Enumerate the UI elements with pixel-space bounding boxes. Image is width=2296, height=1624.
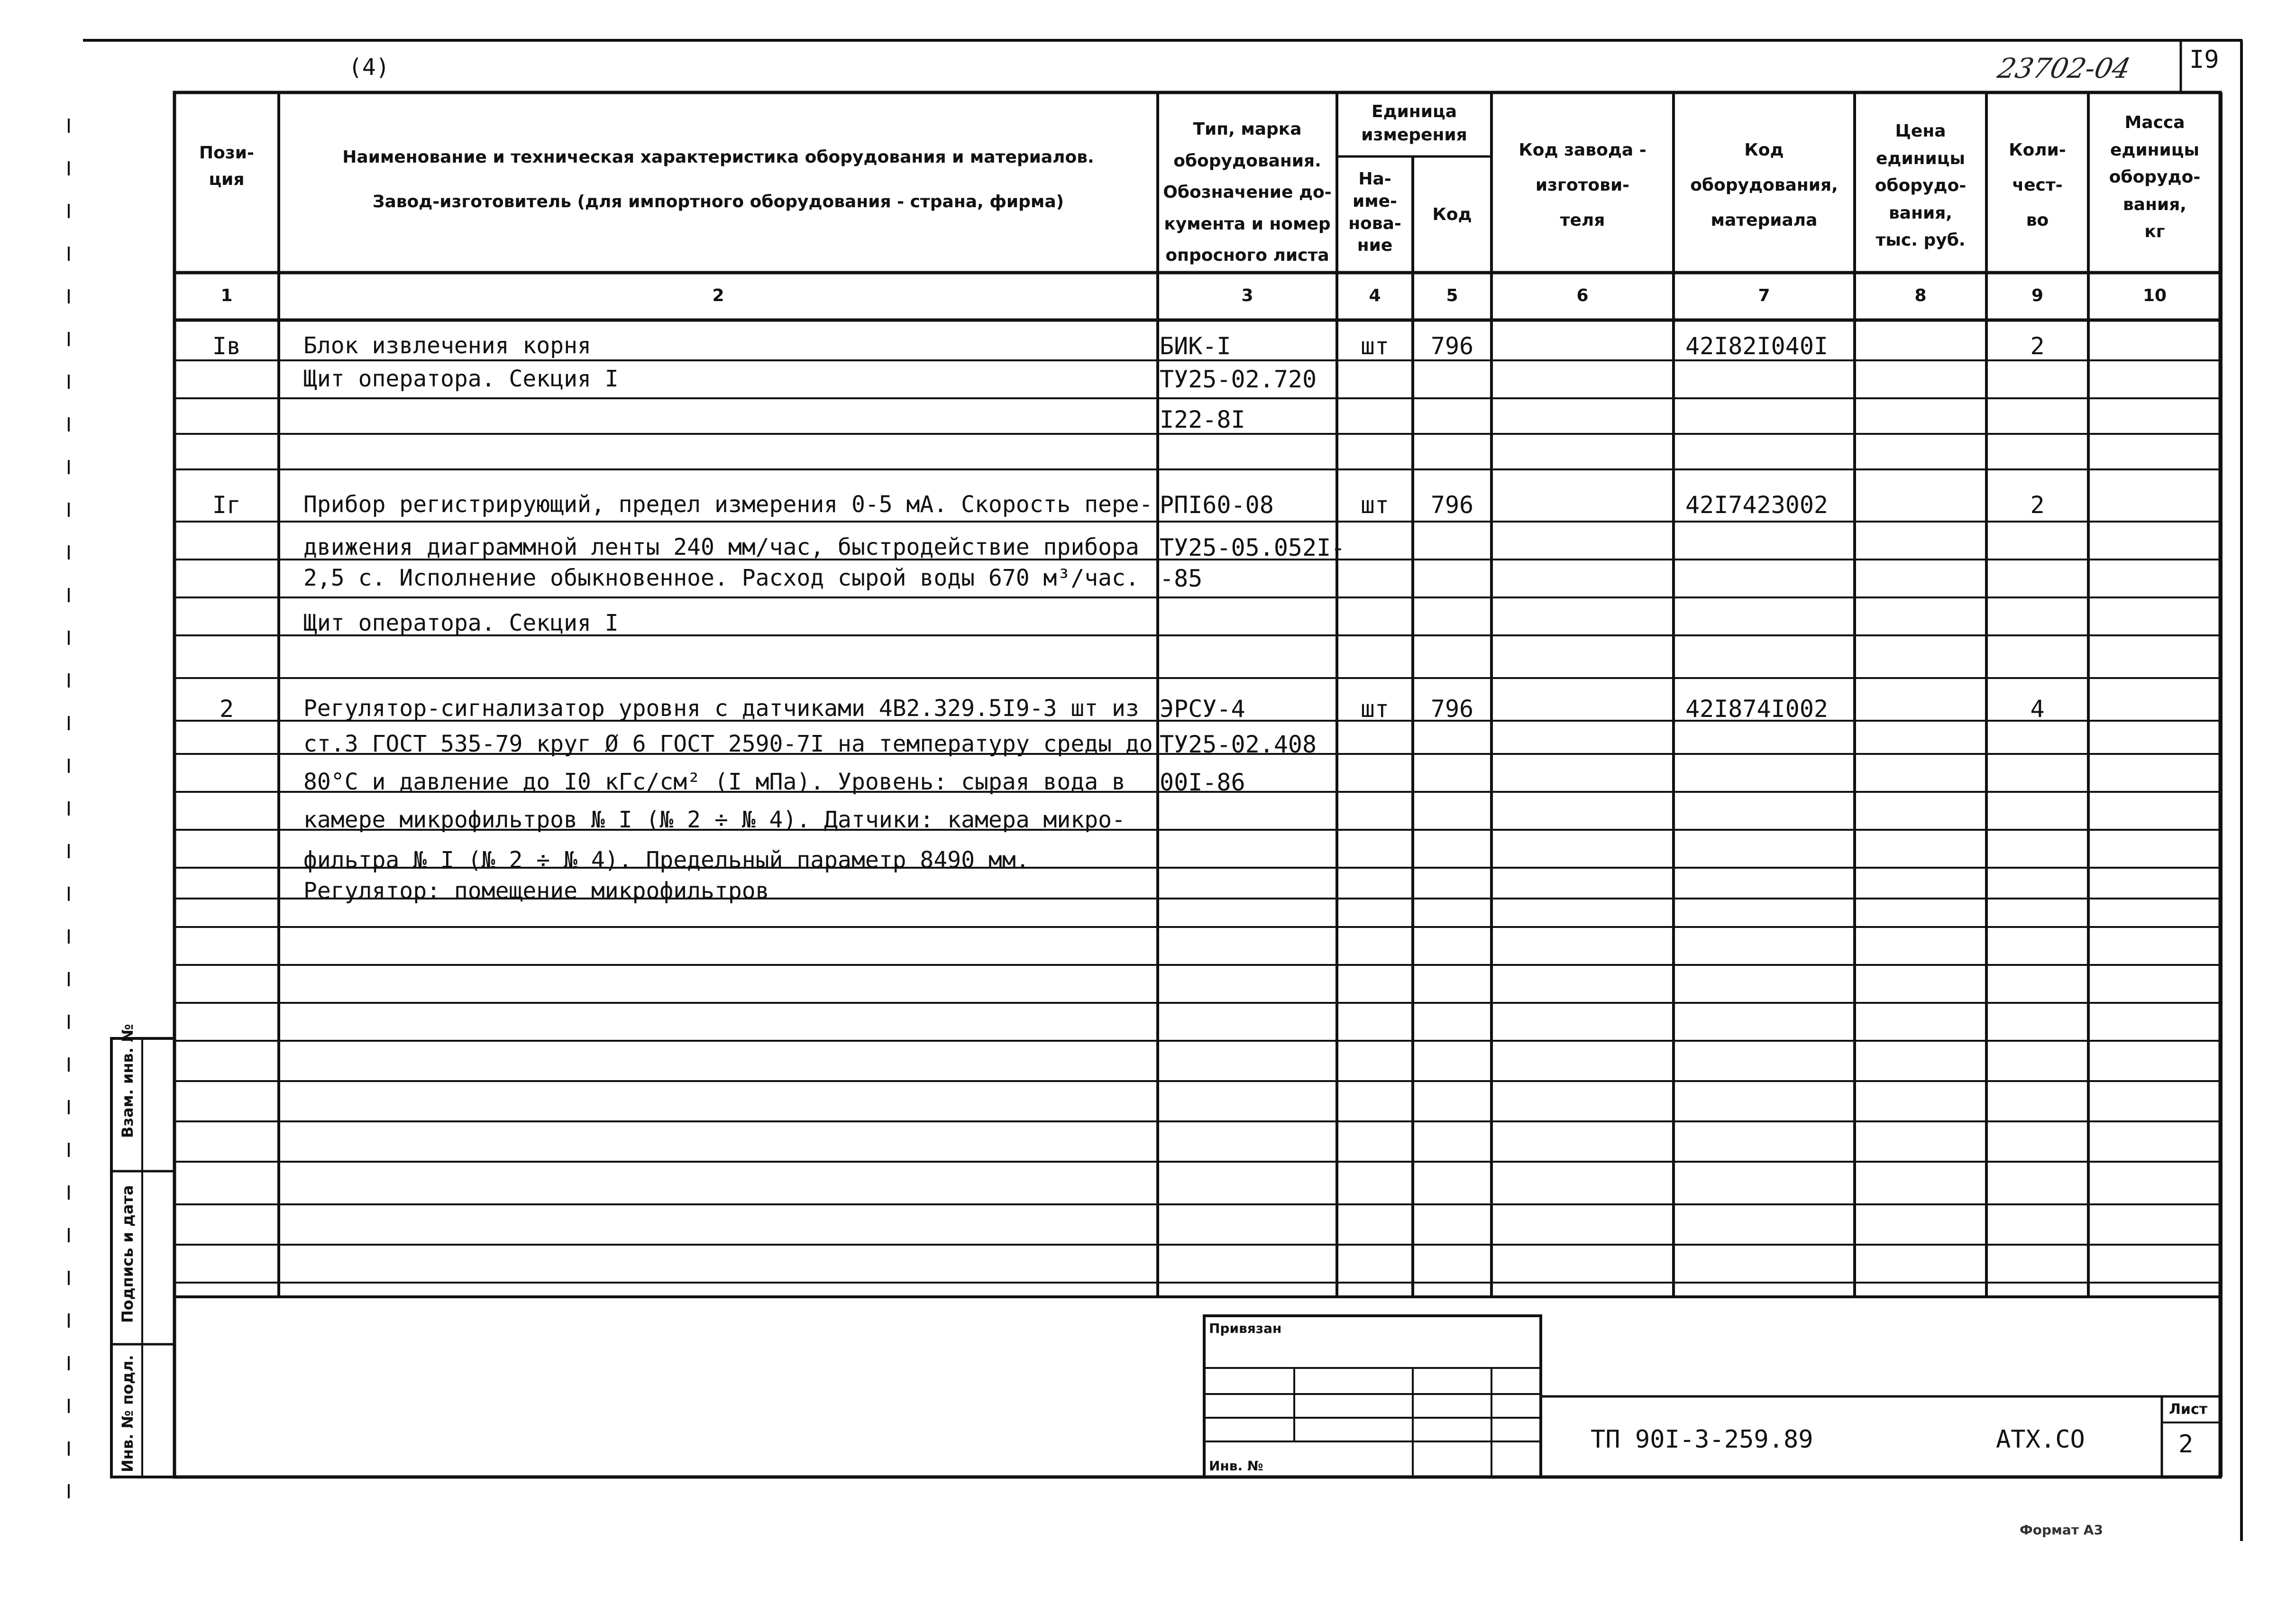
col-num-3: 3 xyxy=(1241,286,1253,305)
cell-name: движения диаграммной ленты 240 мм/час, быстродействие прибора xyxy=(303,534,1139,560)
header-unit-name: На- име- нова- ние xyxy=(1348,169,1401,256)
cell-qty: 2 xyxy=(2030,491,2045,519)
cell-equip-code: 42I874I002 xyxy=(1685,695,1829,723)
cell-type: -85 xyxy=(1160,565,1203,592)
sheet-label-list: Лист xyxy=(2169,1401,2208,1418)
paper-format: Формат А3 xyxy=(2020,1522,2103,1538)
col-num-8: 8 xyxy=(1914,286,1927,305)
cell-unit: шт xyxy=(1360,332,1390,360)
cell-name: ст.3 ГОСТ 535-79 круг Ø 6 ГОСТ 2590-7I на температуру среды до xyxy=(303,731,1153,757)
cell-name: камере микрофильтров № I (№ 2 ÷ № 4). Датчики: камера микро- xyxy=(303,807,1125,833)
cell-type: ТУ25-02.720 xyxy=(1160,366,1317,393)
side-stamp-replace-inv: Взам. инв. № xyxy=(119,1024,137,1138)
header-unit-code: Код xyxy=(1432,205,1472,224)
col-num-2: 2 xyxy=(712,286,724,305)
header-factory-code: Код завода - изготови- теля xyxy=(1518,140,1647,230)
cell-name: Регулятор: помещение микрофильтров xyxy=(303,878,769,904)
cell-name: Щит оператора. Секция I xyxy=(303,610,619,636)
header-equipment-code: Код оборудования, материала xyxy=(1690,140,1838,230)
header-mass: Масса единицы оборудо- вания, кг xyxy=(2109,113,2201,242)
col-num-6: 6 xyxy=(1576,286,1589,305)
cell-name: 2,5 с. Исполнение обыкновенное. Расход сырой воды 670 м³/час. xyxy=(303,565,1139,591)
cell-type: ТУ25-05.052I- xyxy=(1160,534,1345,561)
cell-unit-code: 796 xyxy=(1430,491,1474,519)
header-name: Наименование и техническая характеристика оборудования и материалов. Завод-изготовитель (для импортного оборудования - страна, фирма) xyxy=(342,147,1094,211)
col-num-1: 1 xyxy=(220,286,233,305)
col-num-4: 4 xyxy=(1369,286,1381,305)
cell-type: I22-8I xyxy=(1160,406,1245,433)
cell-name: фильтра № I (№ 2 ÷ № 4). Предельный параметр 8490 мм. xyxy=(303,847,1030,873)
cell-equip-code: 42I82I040I xyxy=(1685,332,1829,360)
header-price: Цена единицы оборудо- вания, тыс. руб. xyxy=(1875,121,1967,250)
cell-equip-code: 42I7423002 xyxy=(1685,491,1829,519)
cell-unit: шт xyxy=(1360,695,1390,723)
sheet-code: АТХ.СО xyxy=(1996,1425,2085,1454)
handwritten-number: 23702-04 xyxy=(1994,52,2134,84)
cell-name: Блок извлечения корня xyxy=(303,332,591,359)
col-num-5: 5 xyxy=(1446,286,1458,305)
header-type: Тип, марка оборудования. Обозначение до- кумента и номер опросного листа xyxy=(1163,119,1332,266)
stamp-privyazan: Привязан xyxy=(1209,1321,1282,1336)
cell-unit: шт xyxy=(1360,491,1390,519)
cell-name: Регулятор-сигнализатор уровня с датчиками 4В2.329.5I9-3 шт из xyxy=(303,695,1139,722)
cell-qty: 4 xyxy=(2030,695,2045,723)
document-code: ТП 90I-3-259.89 xyxy=(1591,1425,1813,1454)
cell-type: 00I-86 xyxy=(1160,769,1245,796)
page-number: I9 xyxy=(2189,46,2219,74)
cell-type: РПI60-08 xyxy=(1160,491,1274,519)
cell-qty: 2 xyxy=(2030,332,2045,360)
side-stamp-signature-date: Подпись и дата xyxy=(119,1185,137,1323)
cell-type: БИК-I xyxy=(1160,332,1231,360)
cell-unit-code: 796 xyxy=(1430,695,1474,723)
cell-name: Щит оператора. Секция I xyxy=(303,366,619,392)
side-stamp-original-inv: Инв. № подл. xyxy=(119,1355,137,1472)
col-num-7: 7 xyxy=(1758,286,1770,305)
cell-type: ЭРСУ-4 xyxy=(1160,695,1245,723)
sheet-label: (4) xyxy=(348,54,390,81)
cell-pos: Iг xyxy=(212,491,241,519)
header-unit-group: Единица измерения xyxy=(1361,102,1467,145)
cell-pos: Iв xyxy=(212,332,241,360)
cell-type: ТУ25-02.408 xyxy=(1160,731,1317,758)
cell-name: 80°С и давление до I0 кГс/см² (I мПа). Уровень: сырая вода в xyxy=(303,769,1125,795)
sheet-number: 2 xyxy=(2178,1430,2194,1459)
stamp-inv-no: Инв. № xyxy=(1209,1458,1263,1474)
cell-unit-code: 796 xyxy=(1430,332,1474,360)
cell-pos: 2 xyxy=(219,695,234,723)
col-num-9: 9 xyxy=(2031,286,2044,305)
cell-name: Прибор регистрирующий, предел измерения 0-5 мА. Скорость пере- xyxy=(303,491,1153,518)
header-position: Пози- ция xyxy=(199,143,254,189)
header-quantity: Коли- чест- во xyxy=(2009,140,2066,230)
col-num-10: 10 xyxy=(2142,286,2167,305)
